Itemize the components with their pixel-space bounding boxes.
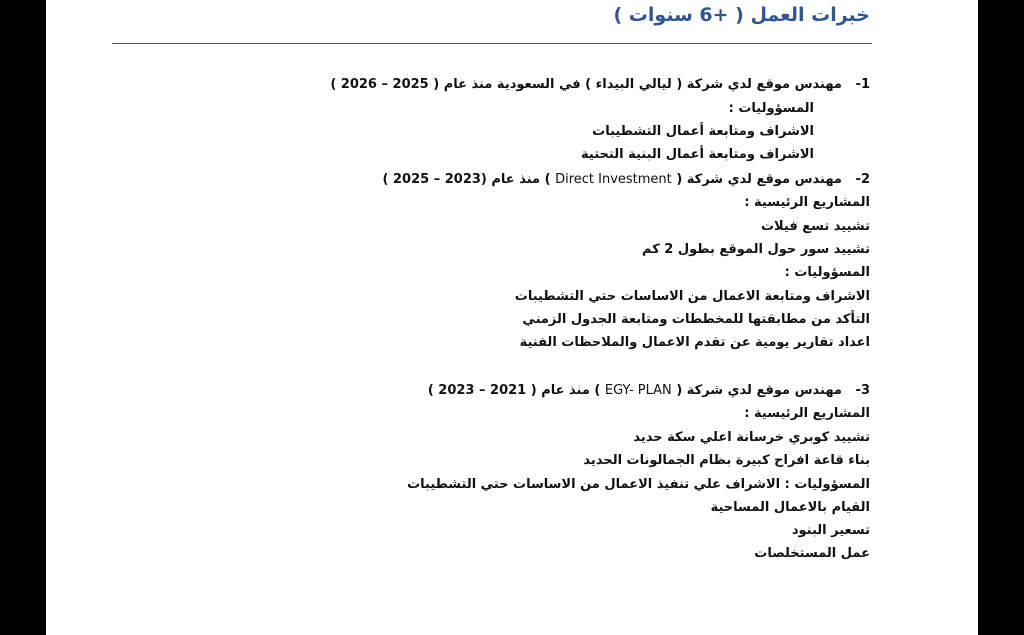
job-2-responsibilities-label: المسؤوليات :	[784, 265, 870, 280]
job-1-title-line	[330, 77, 870, 93]
job-2-title-before: مهندس موقع لدي شركة (	[676, 172, 842, 187]
heading-divider	[112, 43, 872, 44]
job-2-company: Direct Investment	[555, 172, 672, 187]
job-1-responsibilities-label: المسؤوليات :	[728, 101, 814, 116]
job-3-projects-label: المشاريع الرئيسية :	[744, 406, 870, 421]
job-2-project-item: تشييد سور حول الموقع بطول 2 كم	[642, 242, 870, 257]
job-2-project-item: تشييد تسع فيلات	[760, 219, 870, 234]
document-page	[46, 0, 978, 635]
job-1-title: مهندس موقع لدي شركة ( ليالي البيداء ) في السعودية منذ عام ( 2025 – 2026 )	[330, 77, 842, 92]
job-3-company: EGY- PLAN	[604, 383, 672, 398]
job-3-number: 3-	[855, 383, 870, 398]
job-1-responsibility-item: الاشراف ومتابعة أعمال التشطيبات	[592, 124, 814, 139]
job-3-responsibility-item: المسؤوليات : الاشراف علي تنفيذ الاعمال من الاساسات حتي التشطيبات	[407, 477, 870, 492]
job-1-responsibility-item: الاشراف ومتابعة أعمال البنية التحتية	[581, 147, 814, 162]
section-heading: خبرات العمل ( +6 سنوات )	[613, 4, 870, 26]
job-3-project-item: بناء قاعة افراح كبيرة بظام الجمالونات الحديد	[583, 453, 870, 468]
job-3-responsibility-item: تسعير البنود	[791, 523, 870, 538]
job-3-responsibility-item: القيام بالاعمال المساحية	[710, 500, 870, 515]
job-2-projects-label: المشاريع الرئيسية :	[744, 195, 870, 210]
job-1-number: 1-	[855, 77, 870, 92]
job-3-title-after: ) منذ عام ( 2021 – 2023 )	[427, 383, 601, 398]
job-2-responsibility-item: الاشراف ومتابعة الاعمال من الاساسات حتي التشطيبات	[514, 289, 870, 304]
job-3-project-item: تشييد كوبري خرسانة اعلي سكة حديد	[633, 430, 870, 445]
job-2-number: 2-	[855, 172, 870, 187]
job-3-responsibility-item: عمل المستخلصات	[754, 546, 870, 561]
job-2-title-line	[383, 172, 870, 188]
job-3-title-line	[428, 383, 870, 399]
job-3-title-before: مهندس موقع لدي شركة (	[676, 383, 842, 398]
job-2-responsibility-item: التأكد من مطابقتها للمخططات ومتابعة الجدول الزمني	[522, 312, 870, 327]
job-2-responsibility-item: اعداد تقارير يومية عن تقدم الاعمال والملاحظات الفنية	[519, 335, 870, 350]
job-2-title-after: ) منذ عام (2023 – 2025 )	[382, 172, 551, 187]
